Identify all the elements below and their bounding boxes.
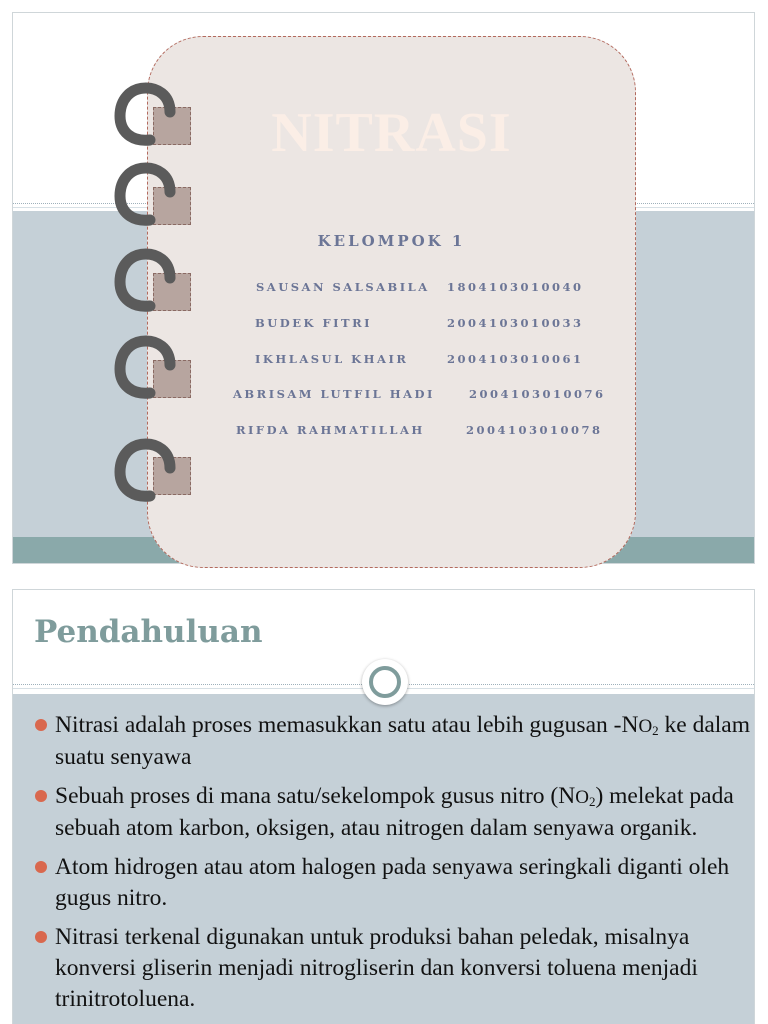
section-title: Pendahuluan xyxy=(34,614,263,650)
binder-ring-icon xyxy=(112,335,182,401)
binder-ring-icon xyxy=(112,82,182,148)
member-name: SAUSAN SALSABILA xyxy=(256,280,430,294)
bullet-item: Atom hidrogen atau atom halogen pada senyawa seringkali diganti oleh gugus nitro. xyxy=(31,852,751,914)
bullet-item: Nitrasi adalah proses memasukkan satu atau lebih gugusan $-NO_2$ ke dalam suatu senyawa xyxy=(31,710,751,773)
ring-ornament-icon xyxy=(362,659,408,705)
bullet-dot-icon xyxy=(35,719,47,731)
member-name: BUDEK FITRI xyxy=(255,316,373,330)
binder-ring-icon xyxy=(112,438,182,504)
binder-ring-icon xyxy=(112,162,182,228)
member-name: RIFDA RAHMATILLAH xyxy=(236,423,425,437)
member-id: 1804103010040 xyxy=(447,280,584,294)
member-id: 2004103010061 xyxy=(447,352,584,366)
group-label: KELOMPOK 1 xyxy=(317,232,466,250)
bullet-dot-icon xyxy=(35,861,47,873)
bullet-item: Nitrasi terkenal digunakan untuk produksi bahan peledak, misalnya konversi gliserin menjadi nitrogliserin dan konversi toluena menjadi trinitrotoluena. xyxy=(31,922,751,1015)
member-name: IKHLASUL KHAIR xyxy=(255,352,409,366)
member-id: 2004103010078 xyxy=(466,423,603,437)
intro-slide xyxy=(12,589,755,1024)
bullet-list xyxy=(31,710,751,1023)
binder-ring-icon xyxy=(112,248,182,314)
notebook-card xyxy=(147,36,636,568)
bullet-dot-icon xyxy=(35,931,47,943)
member-name: ABRISAM LUTFIL HADI xyxy=(233,387,435,401)
slide-title: NITRASI xyxy=(271,102,512,164)
member-id: 2004103010033 xyxy=(447,316,584,330)
member-id: 2004103010076 xyxy=(469,387,606,401)
bullet-dot-icon xyxy=(35,790,47,802)
bullet-item: Sebuah proses di mana satu/sekelompok gusus nitro $(NO_2)$ melekat pada sebuah atom karbon, oksigen, atau nitrogen dalam senyawa organik. xyxy=(31,781,751,844)
